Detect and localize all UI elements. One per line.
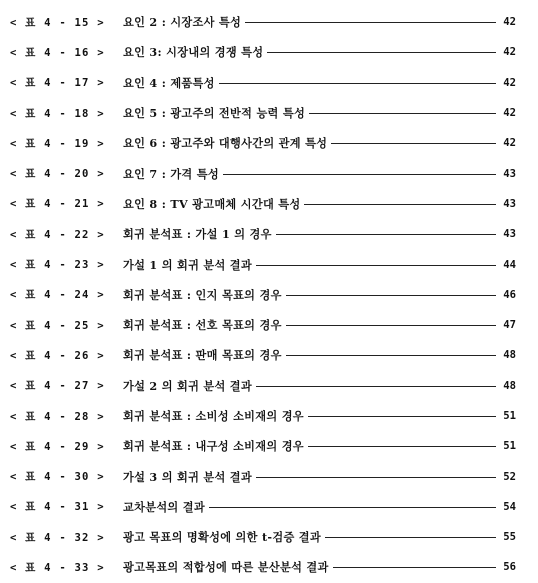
leader-line <box>286 355 496 356</box>
table-number: < 표 4 - 29 > <box>10 440 105 453</box>
table-number: < 표 4 - 28 > <box>10 410 105 423</box>
table-number: < 표 4 - 25 > <box>10 319 105 332</box>
table-list <box>10 7 516 583</box>
page-number: 43 <box>503 228 516 241</box>
table-number: < 표 4 - 21 > <box>10 198 105 211</box>
table-number: < 표 4 - 24 > <box>10 289 105 302</box>
leader-line <box>256 477 496 478</box>
page-number: 42 <box>503 76 516 89</box>
leader-line <box>276 234 496 235</box>
table-title: 가설 2 의 회귀 분석 결과 <box>123 378 253 393</box>
table-title: 교차분석의 결과 <box>123 499 205 514</box>
leader-line <box>325 537 496 538</box>
table-number: < 표 4 - 16 > <box>10 46 105 59</box>
table-number: < 표 4 - 19 > <box>10 137 105 150</box>
table-number: < 표 4 - 17 > <box>10 77 105 90</box>
page-number: 51 <box>503 410 516 422</box>
leader-line <box>256 265 496 266</box>
toc-row <box>10 461 516 491</box>
page-number: 48 <box>503 379 516 392</box>
table-number: < 표 4 - 20 > <box>10 168 105 181</box>
table-title: 광고목표의 적합성에 따른 분산분석 결과 <box>123 560 329 575</box>
table-title: 회귀 분석표 : 가설 1 의 경우 <box>123 227 272 242</box>
table-number: < 표 4 - 18 > <box>10 107 105 120</box>
table-number: < 표 4 - 30 > <box>10 471 105 484</box>
page-number: 43 <box>503 197 516 210</box>
leader-line <box>331 143 496 144</box>
table-title: 회귀 분석표 : 선호 목표의 경우 <box>123 318 282 333</box>
page-number: 44 <box>503 258 516 271</box>
table-number: < 표 4 - 15 > <box>10 16 105 29</box>
page-number: 47 <box>503 319 516 332</box>
table-number: < 표 4 - 22 > <box>10 228 105 241</box>
page-number: 55 <box>503 531 516 544</box>
table-title: 회귀 분석표 : 소비성 소비재의 경우 <box>123 409 304 423</box>
leader-line <box>286 325 496 326</box>
leader-line <box>209 507 496 508</box>
toc-row <box>10 552 516 582</box>
toc-row <box>10 492 516 522</box>
table-number: < 표 4 - 26 > <box>10 349 105 362</box>
table-number: < 표 4 - 32 > <box>10 531 105 544</box>
toc-row <box>10 431 516 461</box>
leader-line <box>245 22 496 23</box>
table-title: 회귀 분석표 : 판매 목표의 경우 <box>123 348 282 363</box>
toc-row <box>10 401 516 431</box>
table-number: < 표 4 - 27 > <box>10 380 105 393</box>
toc-row <box>10 219 516 249</box>
leader-line <box>309 113 496 114</box>
toc-row <box>10 522 516 552</box>
page-number: 46 <box>503 288 516 301</box>
toc-row <box>10 249 516 279</box>
leader-line <box>286 295 496 296</box>
table-title: 요인 2 : 시장조사 특성 <box>123 15 242 30</box>
table-number: < 표 4 - 31 > <box>10 501 105 514</box>
toc-row <box>10 68 516 98</box>
toc-row <box>10 158 516 188</box>
leader-line <box>333 567 496 568</box>
page-number: 52 <box>503 470 516 483</box>
table-title: 요인 5 : 광고주의 전반적 능력 특성 <box>123 106 306 121</box>
table-title: 요인 4 : 제품특성 <box>123 75 215 90</box>
leader-line <box>219 83 496 84</box>
page-number: 43 <box>503 167 516 180</box>
leader-line <box>308 416 496 417</box>
toc-row <box>10 340 516 370</box>
toc-row <box>10 7 516 37</box>
page-number: 56 <box>503 561 516 574</box>
leader-line <box>223 174 496 175</box>
page-number: 48 <box>503 349 516 362</box>
table-number: < 표 4 - 33 > <box>10 561 105 574</box>
table-title: 요인 3: 시장내의 경쟁 특성 <box>123 45 264 60</box>
toc-row <box>10 371 516 401</box>
leader-line <box>256 386 496 387</box>
table-title: 가설 3 의 회귀 분석 결과 <box>123 469 253 484</box>
table-title: 회귀 분석표 : 내구성 소비재의 경우 <box>123 439 304 454</box>
toc-row <box>10 37 516 67</box>
table-title: 광고 목표의 명확성에 의한 t-검증 결과 <box>123 530 321 545</box>
leader-line <box>304 204 496 205</box>
table-number: < 표 4 - 23 > <box>10 259 105 272</box>
page-number: 42 <box>503 16 516 29</box>
leader-line <box>308 446 496 447</box>
toc-row <box>10 310 516 340</box>
toc-row <box>10 128 516 158</box>
page-number: 42 <box>503 107 516 120</box>
toc-row <box>10 280 516 310</box>
table-title: 가설 1 의 회귀 분석 결과 <box>123 257 253 272</box>
table-title: 회귀 분석표 : 인지 목표의 경우 <box>123 287 282 302</box>
table-title: 요인 7 : 가격 특성 <box>123 166 219 181</box>
page-number: 42 <box>503 46 516 59</box>
leader-line <box>267 52 496 53</box>
table-title: 요인 6 : 광고주와 대행사간의 관계 특성 <box>123 136 328 151</box>
table-title: 요인 8 : TV 광고매체 시간대 특성 <box>123 196 301 211</box>
page-number: 54 <box>503 500 516 513</box>
page-number: 51 <box>503 440 516 453</box>
toc-row <box>10 189 516 219</box>
toc-row <box>10 98 516 128</box>
page-number: 42 <box>503 137 516 150</box>
